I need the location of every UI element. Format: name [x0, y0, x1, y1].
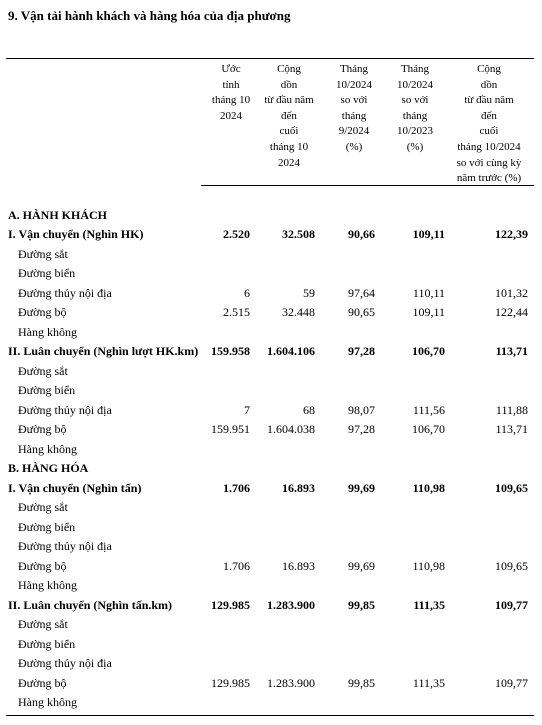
- table-row: [0, 479, 542, 499]
- table-cell: 1.604.038: [267, 422, 315, 436]
- page-title: 9. Vận tải hành khách và hàng hóa của địa phương: [8, 8, 291, 23]
- table-cell: 129.985: [211, 675, 250, 690]
- table-row: [0, 537, 542, 557]
- table-cell: 59: [303, 285, 315, 300]
- table-row: [0, 654, 542, 674]
- table-cell: 97,28: [348, 422, 375, 436]
- row-label: Đường thủy nội địa: [18, 285, 112, 300]
- table-row: [0, 323, 542, 343]
- row-label: Hàng không: [18, 324, 77, 339]
- table-cell: 16.893: [282, 480, 315, 495]
- table-cell: 106,70: [412, 422, 445, 436]
- row-label: B. HÀNG HÓA: [8, 461, 89, 475]
- section-heading: [0, 206, 542, 226]
- table-row: [0, 498, 542, 518]
- row-label: Đường sắt: [18, 617, 68, 631]
- row-label: II. Luân chuyển (Nghìn lượt HK.km): [8, 344, 199, 358]
- header-estimate-oct: Ước tính tháng 10 2024: [211, 63, 251, 122]
- table-cell: 110,98: [412, 558, 445, 573]
- row-label: Hàng không: [18, 695, 77, 709]
- table-cell: 159.951: [211, 422, 250, 436]
- table-cell: 106,70: [412, 344, 445, 358]
- table-row: [0, 381, 542, 401]
- table-row: [0, 615, 542, 635]
- table-bottom-rule: [6, 715, 534, 716]
- table-cell: 1.706: [223, 480, 250, 495]
- table-cell: 32.508: [282, 227, 315, 241]
- table-row: [0, 303, 542, 323]
- table-cell: 113,71: [495, 422, 528, 436]
- row-label: Hàng không: [18, 441, 77, 456]
- row-label: Đường bộ: [18, 558, 67, 573]
- header-cumulative: Cộng dồn từ đầu năm đến cuối tháng 10 2024: [264, 63, 314, 169]
- row-label: Đường biển: [18, 519, 76, 534]
- table-cell: 109,77: [495, 675, 528, 690]
- header-cumulative-vs-prev-year: Cộng dồn từ đầu năm đến cuối tháng 10/2024 so với cùng kỳ năm trước (%): [456, 63, 522, 185]
- table-cell: 7: [244, 402, 250, 417]
- table-cell: 68: [303, 402, 315, 417]
- table-cell: 99,85: [348, 675, 375, 690]
- row-label: Đường thủy nội địa: [18, 656, 112, 670]
- table-row: [0, 635, 542, 655]
- row-label: Đường thủy nội địa: [18, 402, 112, 417]
- table-cell: 99,85: [348, 597, 375, 612]
- row-label: A. HÀNH KHÁCH: [8, 207, 107, 222]
- table-row: [0, 440, 542, 460]
- row-label: Đường biển: [18, 636, 76, 651]
- table-row: [0, 284, 542, 304]
- table-cell: 111,88: [495, 402, 528, 417]
- section-heading: [0, 459, 542, 479]
- table-cell: 113,71: [495, 344, 528, 358]
- table-row: [0, 264, 542, 284]
- table-cell: 111,35: [412, 675, 445, 690]
- row-label: Đường biển: [18, 266, 76, 280]
- table-cell: 122,39: [495, 227, 528, 241]
- row-label: Hàng không: [18, 578, 77, 592]
- table-row: [0, 596, 542, 616]
- table-cell: 1.604.106: [267, 344, 315, 358]
- table-row: [0, 245, 542, 265]
- header-bottom-rule: [201, 185, 534, 186]
- row-label: Đường biển: [18, 383, 76, 397]
- table-top-rule: [6, 58, 534, 59]
- row-label: Đường bộ: [18, 422, 67, 436]
- header-oct-vs-prev-oct: Tháng 10/2024 so với tháng 10/2023 (%): [396, 63, 434, 153]
- table-cell: 98,07: [348, 402, 375, 417]
- header-oct-vs-sep: Tháng 10/2024 so với tháng 9/2024 (%): [335, 63, 373, 153]
- table-cell: 109,11: [412, 305, 445, 319]
- table-cell: 1.706: [223, 558, 250, 573]
- row-label: Đường bộ: [18, 675, 67, 690]
- table-row: [0, 576, 542, 596]
- table-cell: 122,44: [495, 305, 528, 319]
- table-cell: 101,32: [495, 285, 528, 300]
- table-cell: 99,69: [348, 480, 375, 495]
- table-cell: 90,65: [348, 305, 375, 319]
- table-row: [0, 420, 542, 440]
- row-label: I. Vận chuyển (Nghìn tấn): [8, 480, 142, 495]
- table-cell: 109,65: [495, 558, 528, 573]
- row-label: Đường sắt: [18, 363, 68, 378]
- row-label: I. Vận chuyển (Nghìn HK): [8, 227, 144, 241]
- table-row: [0, 518, 542, 538]
- table-cell: 99,69: [348, 558, 375, 573]
- table-cell: 111,35: [413, 597, 445, 612]
- table-cell: 32.448: [282, 305, 315, 319]
- table-cell: 110,98: [412, 480, 445, 495]
- table-cell: 2.515: [223, 305, 250, 319]
- table-cell: 159.958: [211, 344, 250, 358]
- row-label: Đường sắt: [18, 246, 68, 261]
- table-cell: 97,64: [348, 285, 375, 300]
- table-row: [0, 225, 542, 245]
- table-cell: 109,65: [495, 480, 528, 495]
- table-row: [0, 557, 542, 577]
- table-cell: 111,56: [412, 402, 445, 417]
- table-row: [0, 362, 542, 382]
- table-cell: 110,11: [412, 285, 445, 300]
- table-cell: 109,11: [412, 227, 445, 241]
- table-cell: 90,66: [348, 227, 375, 241]
- table-cell: 2.520: [223, 227, 250, 241]
- table-row: [0, 342, 542, 362]
- row-label: Đường thủy nội địa: [18, 539, 112, 553]
- table-cell: 1.283.900: [267, 597, 315, 612]
- table-cell: 109,77: [495, 597, 528, 612]
- table-cell: 129.985: [211, 597, 250, 612]
- table-cell: 1.283.900: [267, 675, 315, 690]
- table-cell: 16.893: [282, 558, 315, 573]
- table-row: [0, 401, 542, 421]
- table-cell: 97,28: [348, 344, 375, 358]
- table-cell: 6: [244, 285, 250, 300]
- row-label: II. Luân chuyển (Nghìn tấn.km): [8, 597, 173, 612]
- row-label: Đường sắt: [18, 500, 68, 514]
- table-row: [0, 674, 542, 694]
- table-row: [0, 693, 542, 713]
- row-label: Đường bộ: [18, 305, 67, 319]
